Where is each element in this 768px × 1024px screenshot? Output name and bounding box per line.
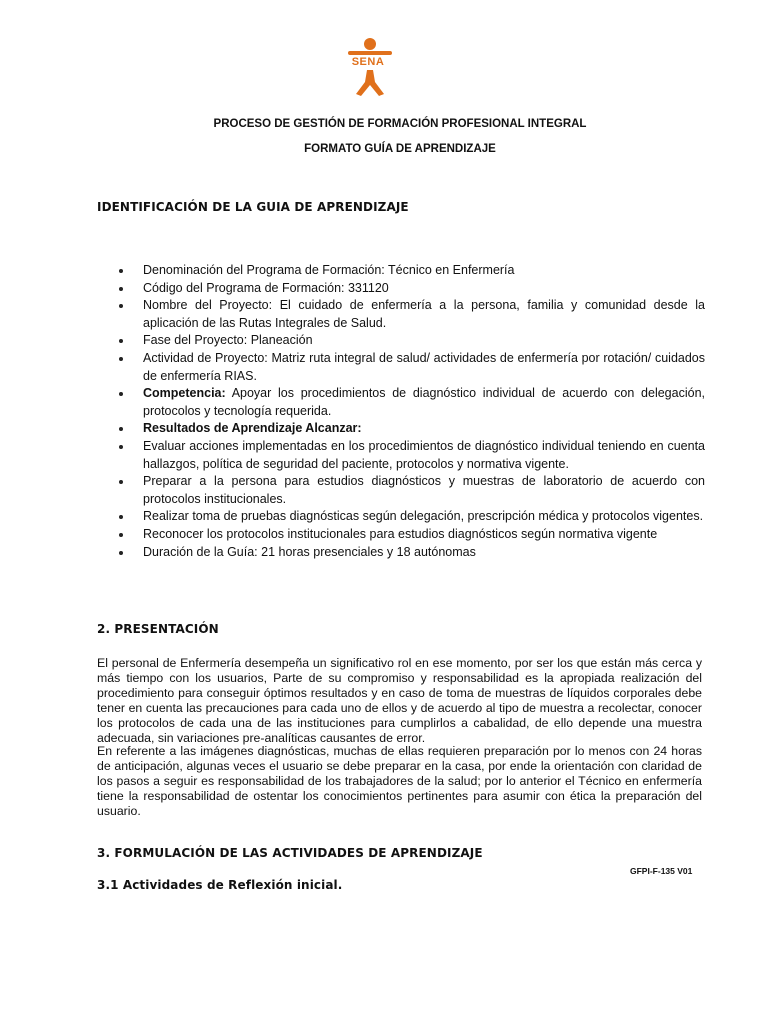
presentation-paragraph-1: El personal de Enfermería desempeña un significativo rol en ese momento, por ser los que están más cerca y más tiempo con los usuarios, Parte de su compromiso y responsabilidad es la apropiada realización del procedimiento para conseguir óptimos resultados y en caso de toma de muestras de líquidos corporales debe tener en cuenta las precauciones para cada uno de ellos y de acuerdo al tipo de muestra a recolectar, conocer los protocolos de cada una de las instituciones para cumplirlos a cabalidad, de ello depende una muestra adecuada, sin variaciones pre-analíticas causantes de error. (97, 656, 702, 746)
list-item: Actividad de Proyecto: Matriz ruta integral de salud/ actividades de enfermería por rotación/ cuidados de enfermería RIAS. (118, 350, 705, 385)
list-item (118, 420, 705, 438)
format-title: FORMATO GUÍA DE APRENDIZAJE (304, 143, 496, 155)
sena-logo (340, 36, 400, 98)
list-item: Realizar toma de pruebas diagnósticas según delegación, prescripción médica y protocolos vigentes. (118, 508, 705, 526)
list-item: Duración de la Guía: 21 horas presenciales y 18 autónomas (118, 544, 705, 562)
process-title: PROCESO DE GESTIÓN DE FORMACIÓN PROFESIONAL INTEGRAL (213, 118, 587, 130)
document-code: GFPI-F-135 V01 (630, 866, 693, 876)
list-item: Nombre del Proyecto: El cuidado de enfermería a la persona, familia y comunidad desde la aplicación de las Rutas Integrales de Salud. (118, 297, 705, 332)
resultados-label: Resultados de Aprendizaje Alcanzar: (143, 421, 362, 436)
competencia-label: Competencia: (143, 386, 226, 401)
list-item: Evaluar acciones implementadas en los procedimientos de diagnóstico individual teniendo en cuenta hallazgos, política de seguridad del paciente, protocolos y normativa vigente. (118, 438, 705, 473)
presentation-paragraph-2: En referente a las imágenes diagnósticas, muchas de ellas requieren preparación por lo menos con 24 horas de anticipación, algunas veces el usuario se debe preparar en la casa, por ende la orientación con claridad de los pasos a seguir es responsabilidad de los trabajadores de la salud; por lo anterior el Técnico en enfermería tiene la responsabilidad de ostentar los conocimientos pertinentes para asumir con ética la preparación del usuario. (97, 744, 702, 819)
list-item: Preparar a la persona para estudios diagnósticos y muestras de laboratorio de acuerdo con protocolos institucionales. (118, 473, 705, 508)
presentation-title: 2. PRESENTACIÓN (97, 622, 219, 636)
list-item: Fase del Proyecto: Planeación (118, 332, 705, 350)
list-item: Denominación del Programa de Formación: Técnico en Enfermería (118, 262, 705, 280)
activities-subtitle: 3.1 Actividades de Reflexión inicial. (97, 878, 343, 892)
list-item: Competencia: Apoyar los procedimientos de diagnóstico individual de acuerdo con delegación, protocolos y tecnología requerida. (118, 385, 705, 420)
identification-title: IDENTIFICACIÓN DE LA GUIA DE APRENDIZAJE (97, 200, 409, 214)
list-item: Reconocer los protocolos institucionales para estudios diagnósticos según normativa vigente (118, 526, 705, 544)
identification-list (118, 262, 705, 561)
sena-logo-text: SENA (351, 56, 385, 68)
activities-title: 3. FORMULACIÓN DE LAS ACTIVIDADES DE APRENDIZAJE (97, 846, 483, 860)
list-item: Código del Programa de Formación: 331120 (118, 280, 705, 298)
